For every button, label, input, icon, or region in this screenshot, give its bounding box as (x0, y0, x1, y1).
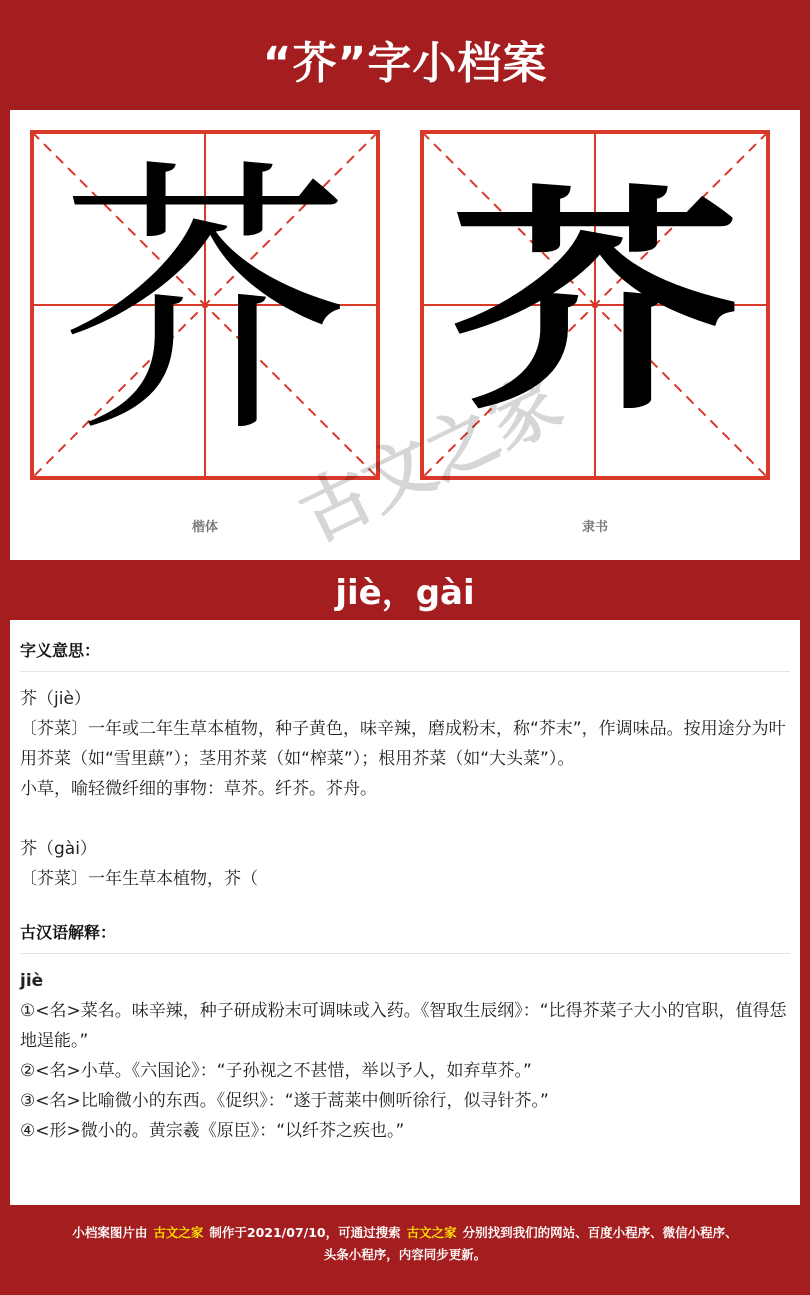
meaning-line: 小草，喻轻微纤细的事物：草芥。纤芥。芥舟。 (20, 779, 377, 799)
watermark: 古文之家 (286, 359, 575, 558)
classical-item: ④<形>微小的。黄宗羲《原臣》：“以纤芥之疾也。” (20, 1121, 405, 1141)
pinyin-heading: jiè，gài (335, 573, 475, 613)
classical-item: ②<名>小草。《六国论》：“子孙视之不甚惜，举以予人，如弃草芥。” (20, 1061, 532, 1081)
footer-brand-link[interactable]: 古文之家 (153, 1225, 204, 1240)
meaning-block-head: 芥（jiè） (20, 689, 91, 709)
meaning-line: 〔芥菜〕一年生草本植物，芥（ (20, 869, 258, 889)
classical-text (20, 966, 790, 1146)
kaiti-grid (30, 130, 380, 480)
classical-item: ①<名>菜名。味辛辣，种子研成粉末可调味或入药。《智取生辰纲》：“比得芥菜子大小的官职，值得恁地逞能。” (20, 1001, 787, 1051)
footer-text-line2: 头条小程序，内容同步更新。 (323, 1247, 487, 1262)
divider (20, 671, 790, 672)
classical-reading: jiè (20, 971, 44, 991)
page-title: “芥”字小档案 (262, 38, 548, 89)
meaning-line: 〔芥菜〕一年或二年生草本植物，种子黄色，味辛辣，磨成粉末，称“芥末”，作调味品。按用途分为叶用芥菜（如“雪里蕻”）；茎用芥菜（如“榨菜”）；根用芥菜（如“大头菜”）。 (20, 719, 786, 769)
footer (0, 1222, 810, 1266)
meaning-text (20, 684, 790, 894)
classical-item: ③<名>比喻微小的东西。《促织》：“遂于蒿莱中侧听徐行，似寻针芥。” (20, 1091, 549, 1111)
footer-text: 分别找到我们的网站、百度小程序、微信小程序、 (462, 1225, 738, 1240)
content-panel (10, 620, 800, 1205)
footer-text: 制作于2021/07/10，可通过搜索 (209, 1225, 401, 1240)
classical-heading: 古汉语解释： (20, 923, 117, 942)
glyph-kaiti: 芥 (60, 136, 350, 473)
style-label-lishu: 隶书 (581, 520, 608, 535)
divider (20, 953, 790, 954)
glyph-panel (10, 110, 800, 560)
meaning-block-head: 芥（gài） (20, 839, 97, 859)
style-label-kaiti: 楷体 (191, 520, 218, 535)
glyph-lishu: 芥 (450, 166, 740, 443)
meaning-heading: 字义意思： (20, 641, 101, 660)
footer-brand-link[interactable]: 古文之家 (406, 1225, 457, 1240)
footer-text: 小档案图片由 (72, 1225, 148, 1240)
